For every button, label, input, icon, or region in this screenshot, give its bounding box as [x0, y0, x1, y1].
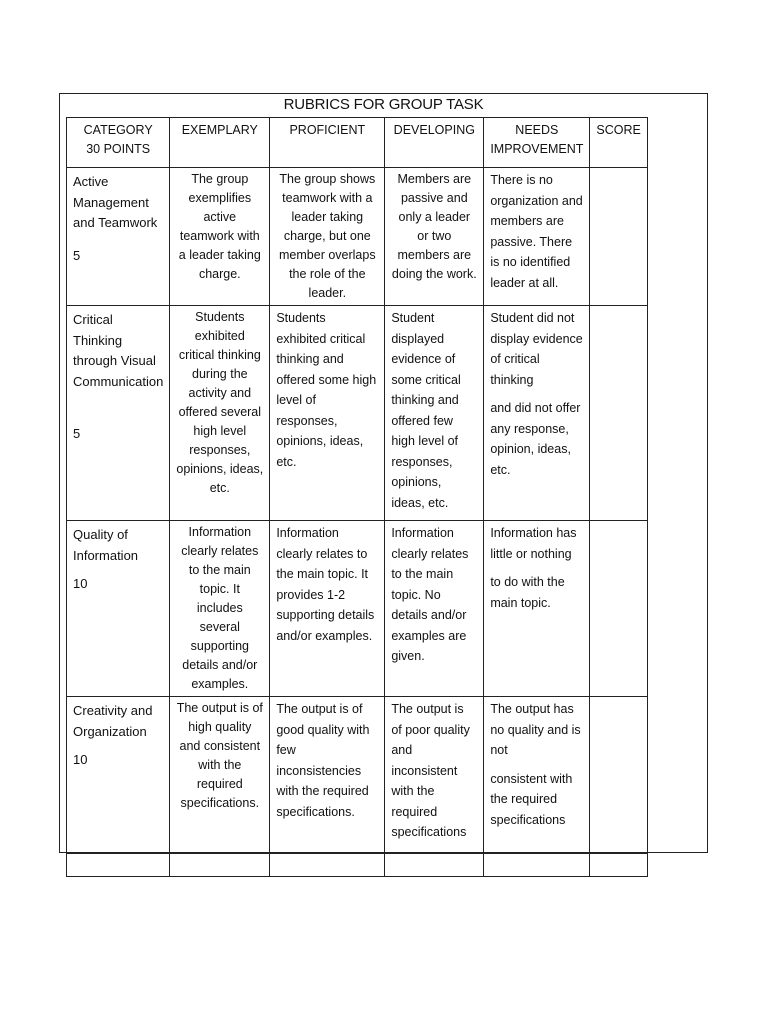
developing-cell: Student displayed evidence of some critical thinking and offered few high level of responses, opinions, ideas, etc. [385, 306, 484, 521]
category-name: Quality of Information [73, 527, 139, 563]
developing-cell: The output is of poor quality and inconsistent with the required specifications [385, 697, 484, 854]
needs-improvement-text-1: The output has no quality and is not [490, 702, 581, 757]
category-points: 10 [73, 752, 88, 767]
category-cell [67, 306, 170, 521]
score-cell[interactable] [590, 521, 647, 697]
total-score-cell[interactable] [590, 854, 647, 877]
category-points: 5 [73, 247, 81, 263]
needs-improvement-text-2: and did not offer any response, opinion, ideas, etc. [490, 401, 581, 477]
category-cell [67, 521, 170, 697]
proficient-cell: The group shows teamwork with a leader taking charge, but one member overlaps the role of the leader. [270, 168, 385, 306]
header-developing: DEVELOPING [385, 118, 484, 168]
needs-improvement-text-1: Information has little or nothing [490, 526, 577, 561]
proficient-cell: The output is of good quality with few inconsistencies with the required specifications. [270, 697, 385, 854]
category-cell [67, 697, 170, 854]
header-needs-line1: NEEDS [515, 123, 559, 137]
header-needs-line2: IMPROVEMENT [490, 142, 584, 156]
header-needs-improvement [484, 118, 590, 168]
header-category-label: CATEGORY [83, 123, 153, 137]
exemplary-cell: Students exhibited critical thinking during the activity and offered several high level responses, opinions, ideas, etc. [170, 306, 270, 521]
header-exemplary: EXEMPLARY [170, 118, 270, 168]
category-name: Critical Thinking through Visual Communication [73, 312, 164, 389]
empty-cell [385, 854, 484, 877]
score-cell[interactable] [590, 306, 647, 521]
score-cell[interactable] [590, 168, 647, 306]
category-points: 10 [73, 576, 88, 591]
table-header-row [67, 118, 648, 168]
needs-improvement-cell: There is no organization and members are passive. There is no identified leader at all. [484, 168, 590, 306]
needs-improvement-cell [484, 521, 590, 697]
table-row-total [67, 854, 648, 877]
exemplary-cell: Information clearly relates to the main topic. It includes several supporting details and/or examples. [170, 521, 270, 697]
category-name: Creativity and Organization [73, 703, 153, 739]
developing-cell: Members are passive and only a leader or two members are doing the work. [385, 168, 484, 306]
category-name: Active Management and Teamwork [73, 174, 158, 230]
proficient-cell: Students exhibited critical thinking and offered some high level of responses, opinions, ideas, etc. [270, 306, 385, 521]
header-category-points: 30 POINTS [86, 142, 151, 156]
needs-improvement-cell [484, 306, 590, 521]
needs-improvement-text-1: Student did not display evidence of critical thinking [490, 311, 583, 387]
empty-cell [67, 854, 170, 877]
header-score: SCORE [590, 118, 647, 168]
needs-improvement-text-2: to do with the main topic. [490, 575, 565, 610]
empty-cell [170, 854, 270, 877]
rubric-table [66, 117, 648, 877]
developing-cell: Information clearly relates to the main topic. No details and/or examples are given. [385, 521, 484, 697]
score-cell[interactable] [590, 697, 647, 854]
table-row [67, 521, 648, 697]
table-row [67, 168, 648, 306]
table-row [67, 697, 648, 854]
empty-cell [270, 854, 385, 877]
table-row [67, 306, 648, 521]
rubric-document [59, 93, 708, 853]
document-title: RUBRICS FOR GROUP TASK [283, 96, 484, 113]
needs-improvement-cell [484, 697, 590, 854]
category-points: 5 [73, 426, 81, 441]
exemplary-cell: The output is of high quality and consistent with the required specifications. [170, 697, 270, 854]
proficient-cell: Information clearly relates to the main topic. It provides 1-2 supporting details and/or examples. [270, 521, 385, 697]
needs-improvement-text-2: consistent with the required specifications [490, 771, 573, 827]
exemplary-cell: The group exemplifies active teamwork with a leader taking charge. [170, 168, 270, 306]
header-proficient: PROFICIENT [270, 118, 385, 168]
header-category [67, 118, 170, 168]
category-cell [67, 168, 170, 306]
empty-cell [484, 854, 590, 877]
